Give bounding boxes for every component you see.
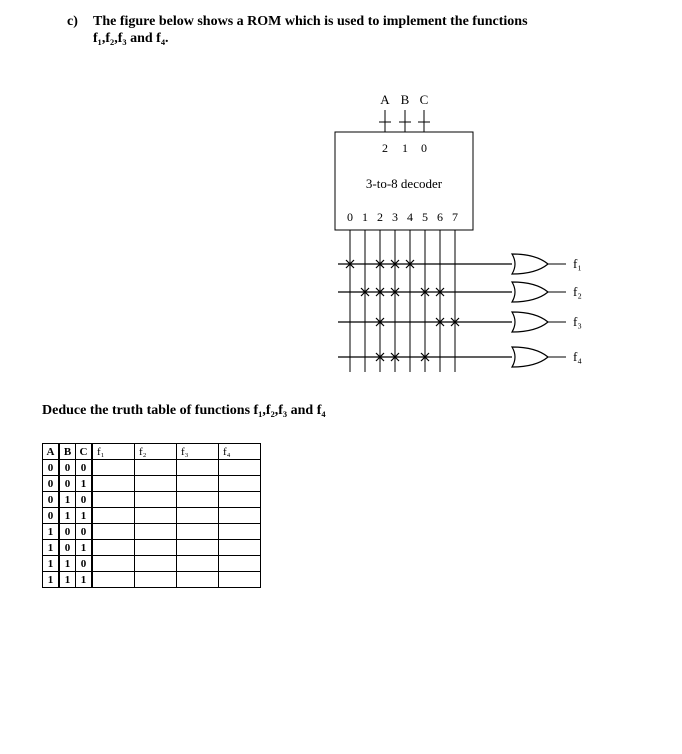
- cell-a: 1: [43, 556, 60, 572]
- table-row: [43, 460, 261, 476]
- decoder-label: 3-to-8 decoder: [365, 176, 443, 191]
- decoder-output-4: 4: [407, 210, 413, 224]
- table-row: [43, 508, 261, 524]
- cell-b: 1: [59, 508, 76, 524]
- cell-c: 1: [76, 508, 93, 524]
- cell-f3[interactable]: [177, 572, 219, 588]
- cell-f1[interactable]: [92, 540, 135, 556]
- cell-a: 0: [43, 460, 60, 476]
- cell-f4[interactable]: [219, 492, 261, 508]
- table-row: [43, 556, 261, 572]
- table-row: [43, 572, 261, 588]
- select-number-1: 1: [402, 141, 408, 155]
- cell-f1[interactable]: [92, 572, 135, 588]
- cell-b: 0: [59, 476, 76, 492]
- header-c: C: [76, 444, 93, 460]
- or-gate-f4: [512, 347, 548, 367]
- table-row: [43, 476, 261, 492]
- cell-a: 0: [43, 492, 60, 508]
- select-number-0: 0: [421, 141, 427, 155]
- select-number-2: 2: [382, 141, 388, 155]
- cell-f3[interactable]: [177, 524, 219, 540]
- cell-b: 0: [59, 460, 76, 476]
- cell-f4[interactable]: [219, 460, 261, 476]
- input-label-a: A: [380, 92, 390, 107]
- truth-table: [42, 443, 261, 588]
- decoder-output-3: 3: [392, 210, 398, 224]
- cell-b: 1: [59, 492, 76, 508]
- cell-f2[interactable]: [135, 492, 177, 508]
- function-label-f4: f₄: [573, 349, 582, 364]
- table-row: [43, 492, 261, 508]
- cell-f1[interactable]: [92, 556, 135, 572]
- decoder-output-7: 7: [452, 210, 458, 224]
- header-a: A: [43, 444, 60, 460]
- cell-f1[interactable]: [92, 492, 135, 508]
- cell-f1[interactable]: [92, 476, 135, 492]
- cell-f2[interactable]: [135, 540, 177, 556]
- cell-f2[interactable]: [135, 524, 177, 540]
- table-row: [43, 524, 261, 540]
- or-gate-f3: [512, 312, 548, 332]
- cell-c: 1: [76, 540, 93, 556]
- cell-a: 1: [43, 524, 60, 540]
- cell-a: 0: [43, 508, 60, 524]
- cell-c: 0: [76, 556, 93, 572]
- function-label-f2: f₂: [573, 284, 582, 299]
- decoder-output-2: 2: [377, 210, 383, 224]
- instruction-text: Deduce the truth table of functions f₁,f₂,f₃ and f₄: [42, 403, 326, 418]
- cell-f3[interactable]: [177, 476, 219, 492]
- question-line-1: The figure below shows a ROM which is used to implement the functions: [93, 14, 528, 29]
- cell-f3[interactable]: [177, 508, 219, 524]
- decoder-output-1: 1: [362, 210, 368, 224]
- cell-f3[interactable]: [177, 460, 219, 476]
- cell-a: 0: [43, 476, 60, 492]
- question-line-2: f₁,f₂,f₃ and f₄.: [93, 31, 169, 46]
- decoder-output-5: 5: [422, 210, 428, 224]
- header-b: B: [59, 444, 76, 460]
- cell-b: 1: [59, 556, 76, 572]
- cell-c: 1: [76, 572, 93, 588]
- input-label-c: C: [419, 92, 429, 107]
- cell-f2[interactable]: [135, 556, 177, 572]
- cell-c: 0: [76, 524, 93, 540]
- cell-f4[interactable]: [219, 572, 261, 588]
- cell-f2[interactable]: [135, 572, 177, 588]
- cell-c: 1: [76, 476, 93, 492]
- header-f1: f₁: [92, 444, 135, 460]
- cell-f4[interactable]: [219, 524, 261, 540]
- cell-f4[interactable]: [219, 540, 261, 556]
- cell-a: 1: [43, 572, 60, 588]
- connection-marks: [346, 260, 459, 361]
- cell-f1[interactable]: [92, 460, 135, 476]
- header-f4: f₄: [219, 444, 261, 460]
- cell-b: 0: [59, 540, 76, 556]
- input-label-b: B: [400, 92, 410, 107]
- cell-f1[interactable]: [92, 508, 135, 524]
- cell-f4[interactable]: [219, 556, 261, 572]
- cell-c: 0: [76, 492, 93, 508]
- header-f2: f₂: [135, 444, 177, 460]
- cell-c: 0: [76, 460, 93, 476]
- decoder-output-6: 6: [437, 210, 443, 224]
- cell-f1[interactable]: [92, 524, 135, 540]
- question-label: c): [67, 14, 78, 29]
- cell-f2[interactable]: [135, 476, 177, 492]
- function-label-f3: f₃: [573, 314, 582, 329]
- function-label-f1: f₁: [573, 256, 582, 271]
- cell-b: 1: [59, 572, 76, 588]
- cell-b: 0: [59, 524, 76, 540]
- cell-f2[interactable]: [135, 508, 177, 524]
- table-row: [43, 540, 261, 556]
- cell-f3[interactable]: [177, 492, 219, 508]
- header-f3: f₃: [177, 444, 219, 460]
- or-gate-f1: [512, 254, 548, 274]
- cell-f3[interactable]: [177, 556, 219, 572]
- cell-f2[interactable]: [135, 460, 177, 476]
- or-gate-f2: [512, 282, 548, 302]
- cell-f3[interactable]: [177, 540, 219, 556]
- cell-a: 1: [43, 540, 60, 556]
- cell-f4[interactable]: [219, 476, 261, 492]
- table-header-row: [43, 444, 261, 460]
- cell-f4[interactable]: [219, 508, 261, 524]
- decoder-output-0: 0: [347, 210, 353, 224]
